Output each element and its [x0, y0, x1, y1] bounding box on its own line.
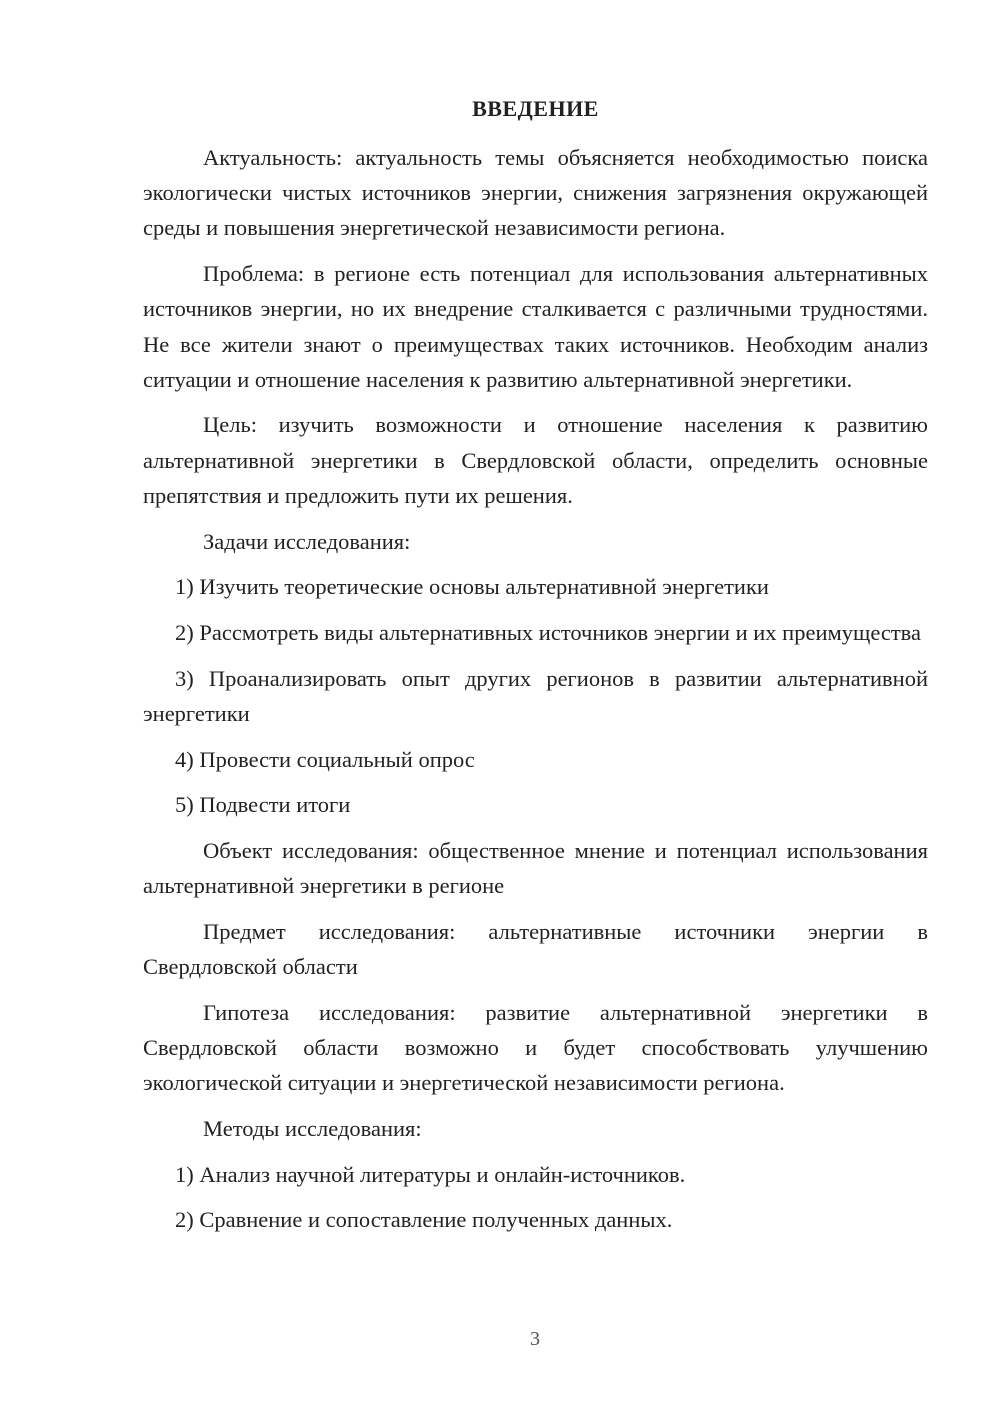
paragraph-tasks-heading: Задачи исследования: [203, 528, 411, 554]
list-item-task-5: 5) Подвести итоги [175, 792, 351, 818]
list-item-task-3: 3) Проанализировать опыт других регионов в развитии альтернативной энергетики [143, 665, 928, 726]
list-item-method-1: 1) Анализ научной литературы и онлайн-источников. [175, 1161, 686, 1187]
list-item-task-2: 2) Рассмотреть виды альтернативных источников энергии и их преимущества [175, 619, 921, 645]
list-item-task-1: 1) Изучить теоретические основы альтернативной энергетики [175, 574, 769, 600]
paragraph-problem: Проблема: в регионе есть потенциал для использования альтернативных источников энергии, но их внедрение сталкивается с различными трудностями. Не все жители знают о преимуществах таких источников. Необходим анализ ситуации и отношение населения к развитию альтернативной энергетики. [143, 261, 928, 392]
paragraph-hypothesis: Гипотеза исследования: развитие альтернативной энергетики в Свердловской области возможно и будет способствовать улучшению экологической ситуации и энергетической независимости региона. [143, 999, 928, 1096]
paragraph-goal: Цель: изучить возможности и отношение населения к развитию альтернативной энергетики в Свердловской области, определить основные препятствия и предложить пути их решения. [143, 412, 928, 508]
section-heading: ВВЕДЕНИЕ [472, 96, 599, 121]
paragraph-object: Объект исследования: общественное мнение и потенциал использования альтернативной энергетики в регионе [143, 837, 928, 899]
list-item-method-2: 2) Сравнение и сопоставление полученных данных. [175, 1207, 673, 1233]
list-item-task-4: 4) Провести социальный опрос [175, 746, 475, 772]
page-number: 3 [530, 1328, 540, 1350]
body-text [143, 140, 928, 1248]
paragraph-relevance: Актуальность: актуальность темы объясняется необходимостью поиска экологически чистых источников энергии, снижения загрязнения окружающей среды и повышения энергетической независимости региона. [143, 145, 928, 241]
paragraph-subject: Предмет исследования: альтернативные источники энергии в Свердловской области [143, 918, 928, 980]
paragraph-methods-heading: Методы исследования: [203, 1115, 422, 1141]
